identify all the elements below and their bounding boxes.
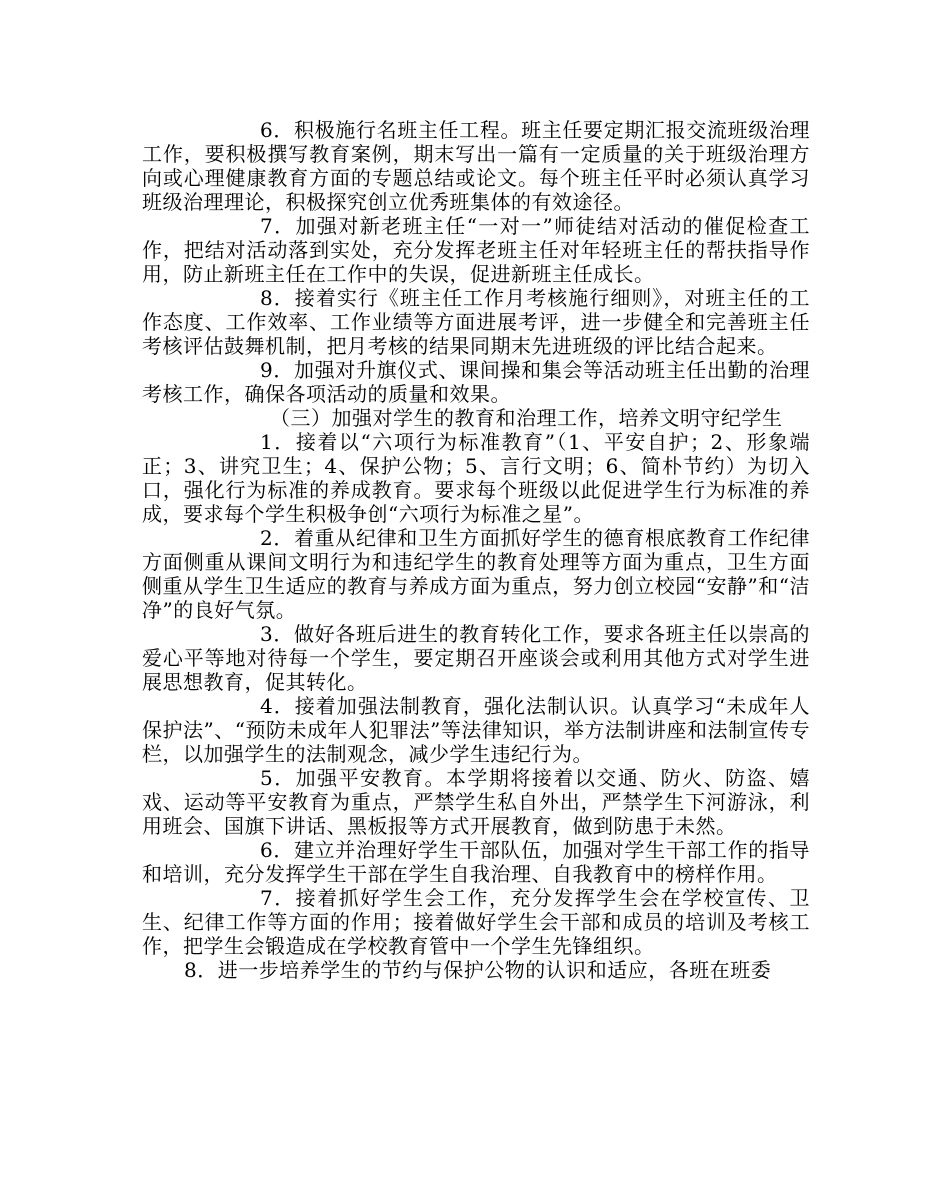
paragraph-student-2-discipline: 2．着重从纪律和卫生方面抓好学生的德育根底教育工作纪律方面侧重从课间文明行为和违纪学生的教育处理等方面为重点，卫生方面侧重从学生卫生适应的教育与养成方面为重点，努力创立校园“安静”和“洁净”的良好气氛。 <box>142 526 810 622</box>
paragraph-student-3-transformation: 3．做好各班后进生的教育转化工作，要求各班主任以崇高的爱心平等地对待每一个学生，要定期召开座谈会或利用其他方式对学生进展思想教育，促其转化。 <box>142 622 810 694</box>
paragraph-student-4-legal: 4．接着加强法制教育，强化法制认识。认真学习“未成年人保护法”、“预防未成年人犯罪法”等法律知识，举方法制讲座和法制宣传专栏，以加强学生的法制观念，减少学生违纪行为。 <box>142 694 810 766</box>
paragraph-student-6-cadres: 6．建立并治理好学生干部队伍，加强对学生干部工作的指导和培训，充分发挥学生干部在学生自我治理、自我教育中的榜样作用。 <box>142 838 810 886</box>
document-page <box>142 118 810 982</box>
paragraph-item-8-monthly-assessment: 8．接着实行《班主任工作月考核施行细则》，对班主任的工作态度、工作效率、工作业绩等方面进展考评，进一步健全和完善班主任考核评估鼓舞机制，把月考核的结果同期末先进班级的评比结合起来。 <box>142 286 810 358</box>
paragraph-student-5-safety: 5．加强平安教育。本学期将接着以交通、防火、防盗、嬉戏、运动等平安教育为重点，严禁学生私自外出，严禁学生下河游泳，利用班会、国旗下讲话、黑板报等方式开展教育，做到防患于未然。 <box>142 766 810 838</box>
paragraph-item-6-famous-teacher: 6．积极施行名班主任工程。班主任要定期汇报交流班级治理工作，要积极撰写教育案例，期末写出一篇有一定质量的关于班级治理方向或心理健康教育方面的专题总结或论文。每个班主任平时必须认真学习班级治理理论，积极探究创立优秀班集体的有效途径。 <box>142 118 810 214</box>
paragraph-student-7-union: 7．接着抓好学生会工作，充分发挥学生会在学校宣传、卫生、纪律工作等方面的作用；接着做好学生会干部和成员的培训及考核工作，把学生会锻造成在学校教育管中一个学生先锋组织。 <box>142 886 810 958</box>
paragraph-student-8-thrift: 8．进一步培养学生的节约与保护公物的认识和适应，各班在班委 <box>184 958 772 982</box>
paragraph-student-1-behavior: 1．接着以“六项行为标准教育”（1、平安自护；2、形象端正；3、讲究卫生；4、保护公物；5、言行文明；6、简朴节约）为切入口，强化行为标准的养成教育。要求每个班级以此促进学生行为标准的养成，要求每个学生积极争创“六项行为标准之星”。 <box>142 430 810 526</box>
section-heading-student-education: （三）加强对学生的教育和治理工作，培养文明守纪学生 <box>270 406 783 430</box>
paragraph-item-9-attendance: 9．加强对升旗仪式、课间操和集会等活动班主任出勤的治理考核工作，确保各项活动的质量和效果。 <box>142 358 810 406</box>
paragraph-item-7-mentoring: 7．加强对新老班主任“一对一”师徒结对活动的催促检查工作，把结对活动落到实处，充分发挥老班主任对年轻班主任的帮扶指导作用，防止新班主任在工作中的失误，促进新班主任成长。 <box>142 214 810 286</box>
